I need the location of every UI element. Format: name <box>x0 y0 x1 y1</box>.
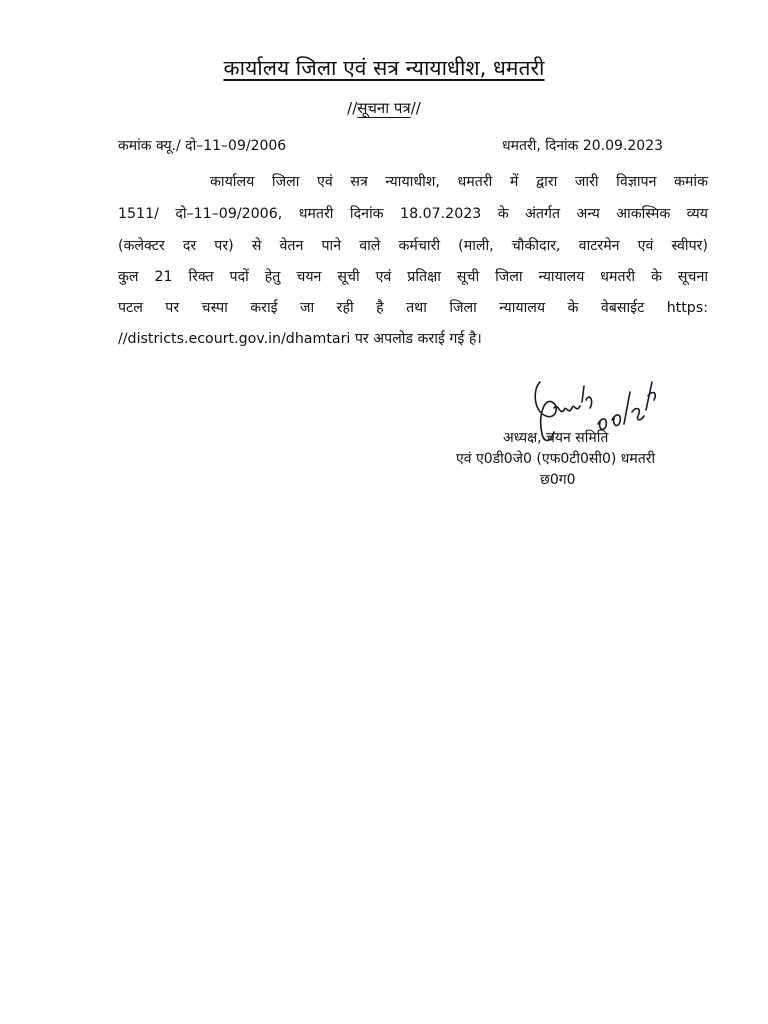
body-line-6: //districts.ecourt.gov.in/dhamtari पर अपलोड कराई गई है। <box>118 331 482 347</box>
heading-slashes-left: // <box>347 99 358 117</box>
body-line-3: (कलेक्टर दर पर) से वेतन पाने वाले कर्मचारी (माली, चौकीदार, वाटरमेन एवं स्वीपर) <box>118 238 708 254</box>
office-title: कार्यालय जिला एवं सत्र न्यायाधीश, धमतरी <box>223 56 545 80</box>
signatory-state: छ0ग0 <box>540 472 576 488</box>
signatory-office: एवं ए0डी0जे0 (एफ0टी0सी0) धमतरी <box>456 451 656 467</box>
heading-slashes-right: // <box>410 99 421 117</box>
body-line-1: कार्यालय जिला एवं सत्र न्यायाधीश, धमतरी में द्वारा जारी विज्ञापन कमांक <box>210 174 708 190</box>
reference-number: कमांक क्यू./ दो–11–09/2006 <box>118 138 287 154</box>
place-date: धमतरी, दिनांक 20.09.2023 <box>502 138 664 154</box>
notice-heading-text: सूचना पत्र <box>357 99 411 117</box>
notice-heading <box>0 98 768 118</box>
body-line-2: 1511/ दो–11–09/2006, धमतरी दिनांक 18.07.2023 के अंतर्गत अन्य आकस्मिक व्यय <box>118 206 708 222</box>
signatory-designation: अध्यक्ष, चयन समिति <box>503 430 609 446</box>
body-line-5: पटल पर चस्पा कराई जा रही है तथा जिला न्यायालय के वेबसाईट https: <box>118 300 708 316</box>
body-line-4: कुल 21 रिक्त पदों हेतु चयन सूची एवं प्रतिक्षा सूची जिला न्यायालय धमतरी के सूचना <box>118 269 708 285</box>
